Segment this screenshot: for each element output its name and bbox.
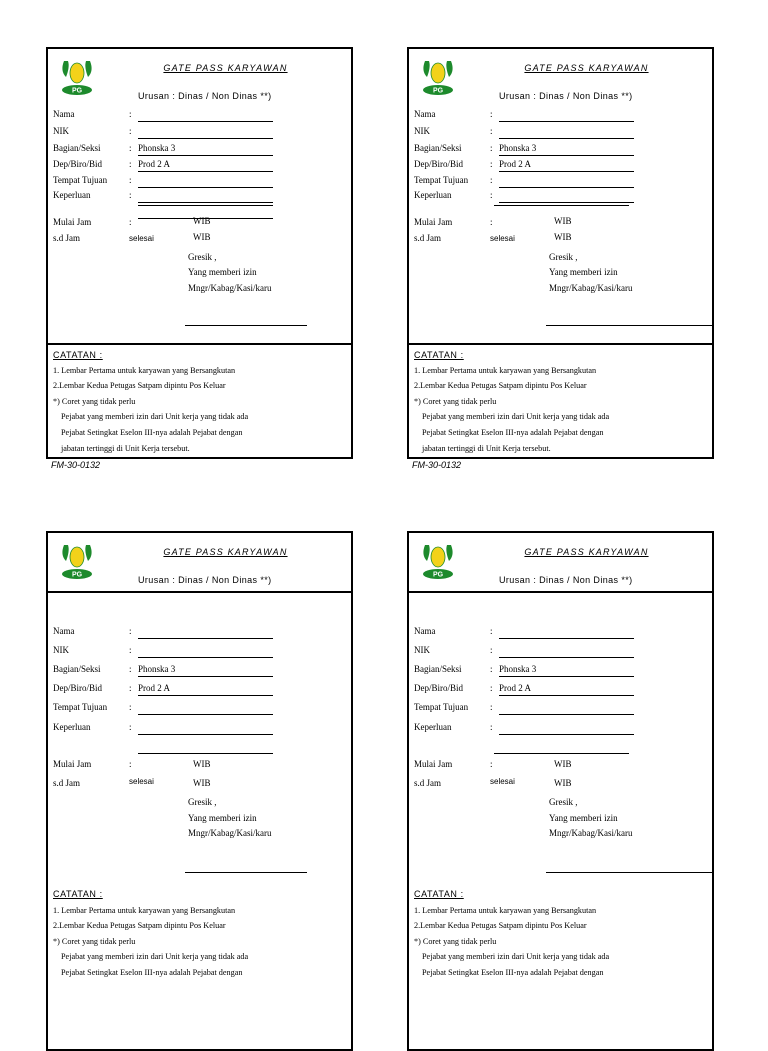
field-nik xyxy=(414,123,704,139)
gresik-text: Gresik , xyxy=(549,797,578,807)
label-tempat: Tempat Tujuan xyxy=(53,702,108,712)
selesai-label: selesai xyxy=(490,777,515,786)
form-code-left: FM-30-0132 xyxy=(51,460,101,470)
signature-line[interactable] xyxy=(185,872,307,873)
colon: : xyxy=(129,143,132,153)
colon: : xyxy=(490,109,493,119)
note-1: 1. Lembar Pertama untuk karyawan yang Bersangkutan xyxy=(414,366,597,375)
field-bagian xyxy=(414,661,704,677)
input-nama[interactable] xyxy=(499,107,634,122)
urusan-line: Urusan : Dinas / Non Dinas **) xyxy=(138,575,272,585)
selesai-label: selesai xyxy=(490,234,515,243)
input-tempat[interactable] xyxy=(138,700,273,715)
colon: : xyxy=(129,664,132,674)
input-keperluan-extra[interactable] xyxy=(138,752,273,754)
field-dep xyxy=(414,680,704,696)
field-tempat xyxy=(53,172,343,188)
field-nama xyxy=(53,106,343,122)
wib-selesai: WIB xyxy=(193,232,211,242)
gate-pass-form-bottom-left xyxy=(46,531,353,1051)
colon: : xyxy=(490,175,493,185)
label-mulai-jam: Mulai Jam xyxy=(53,217,92,227)
colon: : xyxy=(490,126,493,136)
field-tempat xyxy=(53,699,343,715)
field-nama xyxy=(414,623,704,639)
input-tempat[interactable] xyxy=(499,700,634,715)
note-4: Pejabat yang memberi izin dari Unit kerja yang tidak ada xyxy=(422,952,610,961)
urusan-line: Urusan : Dinas / Non Dinas **) xyxy=(499,91,633,101)
colon: : xyxy=(129,190,132,200)
note-2: 2.Lembar Kedua Petugas Satpam dipintu Pos Keluar xyxy=(53,921,226,930)
label-bagian: Bagian/Seksi xyxy=(53,143,101,153)
input-bagian[interactable]: Phonska 3 xyxy=(138,662,273,677)
jabatan-text: Mngr/Kabag/Kasi/karu xyxy=(188,828,272,838)
note-4: Pejabat yang memberi izin dari Unit kerja yang tidak ada xyxy=(61,412,249,421)
field-nama xyxy=(414,106,704,122)
gresik-text: Gresik , xyxy=(549,252,578,262)
label-dep: Dep/Biro/Bid xyxy=(414,159,463,169)
input-nik[interactable] xyxy=(138,124,273,139)
jabatan-text: Mngr/Kabag/Kasi/karu xyxy=(549,828,633,838)
logo-text: PG xyxy=(432,571,444,579)
input-keperluan-extra[interactable] xyxy=(494,204,629,206)
colon: : xyxy=(129,626,132,636)
note-3: *) Coret yang tidak perlu xyxy=(53,397,136,406)
pg-logo xyxy=(419,57,457,97)
pg-logo xyxy=(419,541,457,581)
input-nik[interactable] xyxy=(499,643,634,658)
field-nama xyxy=(53,623,343,639)
label-dep: Dep/Biro/Bid xyxy=(53,159,102,169)
note-4: Pejabat yang memberi izin dari Unit kerja yang tidak ada xyxy=(61,952,249,961)
colon: : xyxy=(490,702,493,712)
field-tempat xyxy=(414,172,704,188)
wib-selesai: WIB xyxy=(193,778,211,788)
input-dep[interactable]: Prod 2 A xyxy=(138,681,273,696)
colon: : xyxy=(490,190,493,200)
label-sd-jam: s.d Jam xyxy=(53,778,80,788)
note-6: jabatan tertinggi di Unit Kerja tersebut. xyxy=(422,444,551,453)
jabatan-text: Mngr/Kabag/Kasi/karu xyxy=(188,283,272,293)
catatan-title: CATATAN : xyxy=(53,889,103,899)
gresik-text: Gresik , xyxy=(188,252,217,262)
note-1: 1. Lembar Pertama untuk karyawan yang Bersangkutan xyxy=(414,906,597,915)
input-bagian[interactable]: Phonska 3 xyxy=(499,141,634,156)
pg-logo xyxy=(58,57,96,97)
label-keperluan: Keperluan xyxy=(414,190,452,200)
input-keperluan-extra[interactable] xyxy=(494,752,629,754)
note-2: 2.Lembar Kedua Petugas Satpam dipintu Pos Keluar xyxy=(53,381,226,390)
wib-mulai: WIB xyxy=(554,216,572,226)
yang-memberi-izin: Yang memberi izin xyxy=(188,813,257,823)
colon: : xyxy=(129,126,132,136)
field-nik xyxy=(53,123,343,139)
logo-text: PG xyxy=(432,87,444,95)
note-2: 2.Lembar Kedua Petugas Satpam dipintu Pos Keluar xyxy=(414,381,587,390)
label-mulai-jam: Mulai Jam xyxy=(53,759,92,769)
catatan-divider xyxy=(48,343,351,345)
wib-selesai: WIB xyxy=(554,232,572,242)
pg-logo xyxy=(58,541,96,581)
colon: : xyxy=(129,159,132,169)
selesai-label: selesai xyxy=(129,234,154,243)
input-dep[interactable]: Prod 2 A xyxy=(499,681,634,696)
note-5: Pejabat Setingkat Eselon III-nya adalah Pejabat dengan xyxy=(422,968,604,977)
note-3: *) Coret yang tidak perlu xyxy=(414,397,497,406)
input-bagian[interactable]: Phonska 3 xyxy=(138,141,273,156)
colon: : xyxy=(490,683,493,693)
form-code-right: FM-30-0132 xyxy=(412,460,462,470)
note-1: 1. Lembar Pertama untuk karyawan yang Bersangkutan xyxy=(53,906,236,915)
form-title: GATE PASS KARYAWAN xyxy=(524,547,649,557)
input-dep[interactable]: Prod 2 A xyxy=(499,157,634,172)
field-dep xyxy=(53,680,343,696)
form-title: GATE PASS KARYAWAN xyxy=(163,547,288,557)
label-tempat: Tempat Tujuan xyxy=(414,702,469,712)
urusan-line: Urusan : Dinas / Non Dinas **) xyxy=(138,91,272,101)
signature-line[interactable] xyxy=(546,872,714,873)
gate-pass-form-bottom-right xyxy=(407,531,714,1051)
colon: : xyxy=(129,109,132,119)
wib-mulai: WIB xyxy=(554,759,572,769)
colon: : xyxy=(129,759,132,769)
note-5: Pejabat Setingkat Eselon III-nya adalah Pejabat dengan xyxy=(61,968,243,977)
colon: : xyxy=(490,159,493,169)
catatan-title: CATATAN : xyxy=(53,350,103,360)
yang-memberi-izin: Yang memberi izin xyxy=(549,813,618,823)
colon: : xyxy=(490,645,493,655)
catatan-title: CATATAN : xyxy=(414,889,464,899)
logo-text: PG xyxy=(71,571,83,579)
form-title: GATE PASS KARYAWAN xyxy=(524,63,649,73)
input-keperluan[interactable] xyxy=(138,720,273,735)
label-tempat: Tempat Tujuan xyxy=(414,175,469,185)
field-dep xyxy=(414,156,704,172)
urusan-line: Urusan : Dinas / Non Dinas **) xyxy=(499,575,633,585)
gate-pass-form-top-right xyxy=(407,47,714,459)
input-tempat[interactable] xyxy=(499,173,634,188)
wib-selesai: WIB xyxy=(554,778,572,788)
field-bagian xyxy=(53,140,343,156)
yang-memberi-izin: Yang memberi izin xyxy=(188,267,257,277)
colon: : xyxy=(490,664,493,674)
label-bagian: Bagian/Seksi xyxy=(414,664,462,674)
field-bagian xyxy=(53,661,343,677)
label-nik: NIK xyxy=(53,126,69,136)
wib-mulai: WIB xyxy=(193,759,211,769)
note-1: 1. Lembar Pertama untuk karyawan yang Bersangkutan xyxy=(53,366,236,375)
field-keperluan xyxy=(53,187,343,203)
gresik-text: Gresik , xyxy=(188,797,217,807)
field-nik xyxy=(53,642,343,658)
label-mulai-jam: Mulai Jam xyxy=(414,217,453,227)
label-nik: NIK xyxy=(414,645,430,655)
label-tempat: Tempat Tujuan xyxy=(53,175,108,185)
colon: : xyxy=(490,217,493,227)
label-mulai-jam: Mulai Jam xyxy=(414,759,453,769)
label-nama: Nama xyxy=(414,626,436,636)
field-keperluan xyxy=(414,719,704,735)
jabatan-text: Mngr/Kabag/Kasi/karu xyxy=(549,283,633,293)
label-dep: Dep/Biro/Bid xyxy=(414,683,463,693)
label-sd-jam: s.d Jam xyxy=(53,233,80,243)
label-nama: Nama xyxy=(53,626,75,636)
note-2: 2.Lembar Kedua Petugas Satpam dipintu Pos Keluar xyxy=(414,921,587,930)
input-nik[interactable] xyxy=(138,643,273,658)
header-divider xyxy=(48,591,351,593)
input-keperluan[interactable] xyxy=(499,188,634,203)
label-nama: Nama xyxy=(414,109,436,119)
note-4: Pejabat yang memberi izin dari Unit kerja yang tidak ada xyxy=(422,412,610,421)
input-keperluan[interactable] xyxy=(138,188,273,203)
note-6: jabatan tertinggi di Unit Kerja tersebut. xyxy=(61,444,190,453)
input-dep[interactable]: Prod 2 A xyxy=(138,157,273,172)
signature-line[interactable] xyxy=(185,325,307,326)
label-keperluan: Keperluan xyxy=(53,190,91,200)
input-keperluan[interactable] xyxy=(499,720,634,735)
input-nama[interactable] xyxy=(499,624,634,639)
field-tempat xyxy=(414,699,704,715)
field-bagian xyxy=(414,140,704,156)
label-sd-jam: s.d Jam xyxy=(414,233,441,243)
label-bagian: Bagian/Seksi xyxy=(53,664,101,674)
input-nama[interactable] xyxy=(138,624,273,639)
gate-pass-form-top-left xyxy=(46,47,353,459)
colon: : xyxy=(129,683,132,693)
field-dep xyxy=(53,156,343,172)
label-sd-jam: s.d Jam xyxy=(414,778,441,788)
label-keperluan: Keperluan xyxy=(414,722,452,732)
input-bagian[interactable]: Phonska 3 xyxy=(499,662,634,677)
yang-memberi-izin: Yang memberi izin xyxy=(549,267,618,277)
catatan-divider xyxy=(409,343,712,345)
label-bagian: Bagian/Seksi xyxy=(414,143,462,153)
wib-mulai: WIB xyxy=(193,216,211,226)
input-tempat[interactable] xyxy=(138,173,273,188)
colon: : xyxy=(129,217,132,227)
catatan-title: CATATAN : xyxy=(414,350,464,360)
note-5: Pejabat Setingkat Eselon III-nya adalah Pejabat dengan xyxy=(422,428,604,437)
colon: : xyxy=(490,626,493,636)
label-nik: NIK xyxy=(414,126,430,136)
field-keperluan xyxy=(53,719,343,735)
note-5: Pejabat Setingkat Eselon III-nya adalah Pejabat dengan xyxy=(61,428,243,437)
form-title: GATE PASS KARYAWAN xyxy=(163,63,288,73)
label-nama: Nama xyxy=(53,109,75,119)
colon: : xyxy=(129,645,132,655)
field-keperluan xyxy=(414,187,704,203)
colon: : xyxy=(490,143,493,153)
label-keperluan: Keperluan xyxy=(53,722,91,732)
input-nama[interactable] xyxy=(138,107,273,122)
colon: : xyxy=(490,722,493,732)
colon: : xyxy=(129,702,132,712)
label-dep: Dep/Biro/Bid xyxy=(53,683,102,693)
label-nik: NIK xyxy=(53,645,69,655)
header-divider xyxy=(409,591,712,593)
field-nik xyxy=(414,642,704,658)
colon: : xyxy=(129,175,132,185)
note-3: *) Coret yang tidak perlu xyxy=(53,937,136,946)
colon: : xyxy=(490,759,493,769)
input-keperluan-extra[interactable] xyxy=(138,204,273,206)
selesai-label: selesai xyxy=(129,777,154,786)
signature-line[interactable] xyxy=(546,325,714,326)
input-nik[interactable] xyxy=(499,124,634,139)
note-3: *) Coret yang tidak perlu xyxy=(414,937,497,946)
colon: : xyxy=(129,722,132,732)
logo-text: PG xyxy=(71,87,83,95)
